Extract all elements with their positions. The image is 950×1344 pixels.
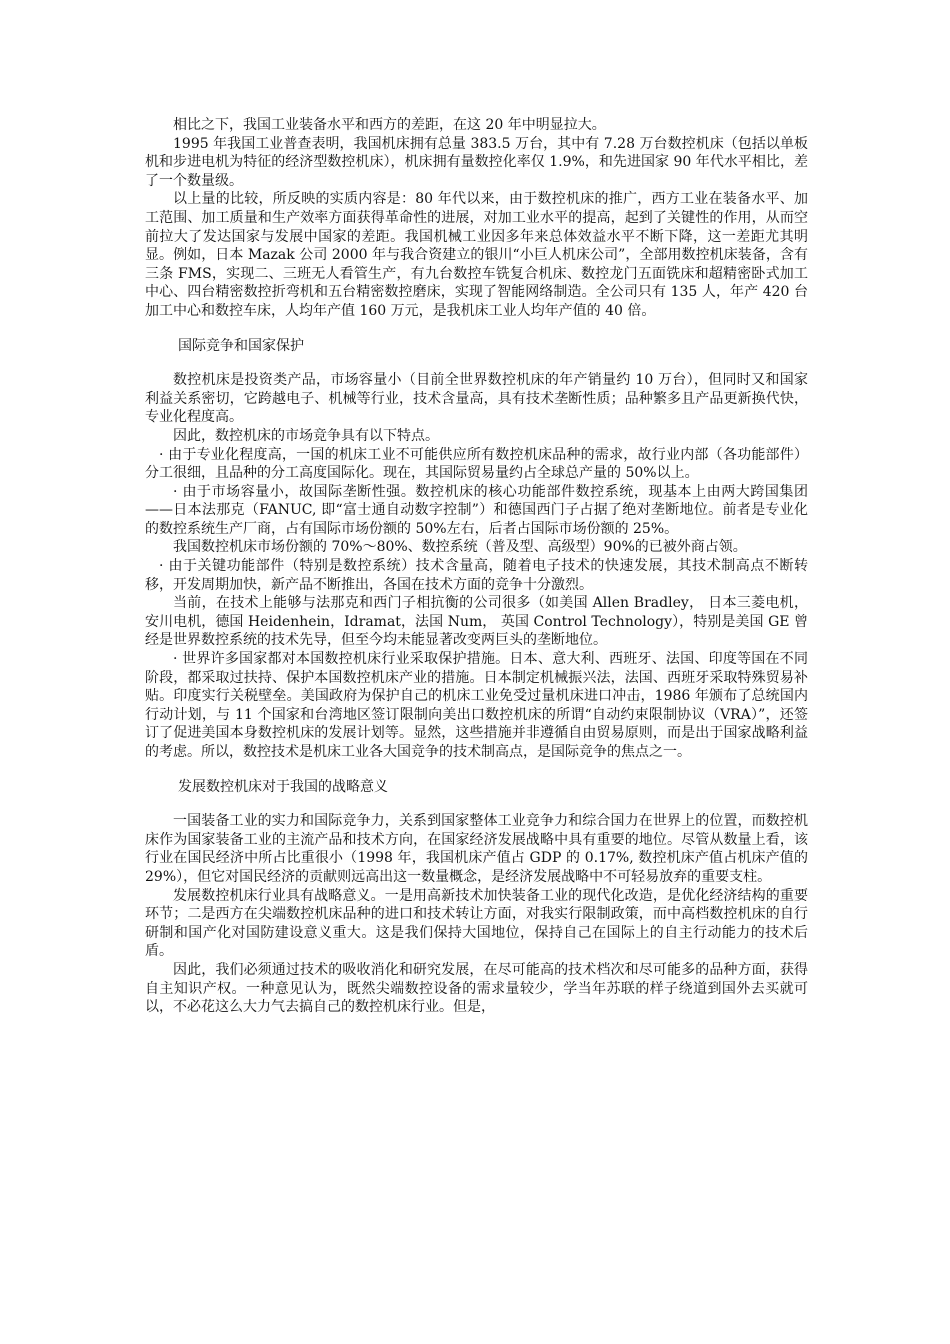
section-heading-international-competition: 国际竞争和国家保护 bbox=[178, 337, 304, 354]
bullet-key-components: · 由于关键功能部件（特别是数控系统）技术含量高，随着电子技术的快速发展，其技术制高点不断转移，开发周期加快，新产品不断推出，各国在技术方面的竞争十分激烈。 bbox=[145, 558, 808, 593]
bullet-specialization: · 由于专业化程度高，一国的机床工业不可能供应所有数控机床品种的需求，故行业内部（各功能部件）分工很细，且品种的分工高度国际化。现在，其国际贸易量约占全球总产量的 50%以上。 bbox=[145, 446, 808, 482]
paragraph-quantity-comparison: 以上量的比较，所反映的实质内容是：80 年代以来，由于数控机床的推广，西方工业在装备水平、加工范围、加工质量和生产效率方面获得革命性的进展，对加工业水平的提高，起到了关键性的作用，从而空前拉大了发达国家与发展中国家的差距。我国机械工业因多年来总体效益水平不断下降，这一差距尤其明显。例如，日本 Mazak 公司 2000 年与我合资建立的银川“小巨人机床公司”，全部用数控机床装备，含有三条 FMS，实现二、三班无人看管生产，有九台数控车铣复合机床、数控龙门五面铣床和超精密卧式加工中心、四台精密数控折弯机和五台精密数控磨床，实现了智能网络制造。全公司只有 135 人，年产 420 台加工中心和数控车床，人均年产值 160 万元，是我机床工业人均年产值的 40 倍。 bbox=[145, 191, 808, 319]
paragraph-1995-census: 1995 年我国工业普查表明，我国机床拥有总量 383.5 万台，其中有 7.28 万台数控机床（包括以单板机和步进电机为特征的经济型数控机床），机床拥有量数控化率仅 1.9%，和先进国家 90 年代水平相比，差了一个数量级。 bbox=[145, 135, 808, 189]
bullet-monopoly: · 由于市场容量小，故国际垄断性强。数控机床的核心功能部件数控系统，现基本上由两大跨国集团——日本法那克（FANUC, 即“富士通自动数字控制”）和德国西门子占据了绝对垄断地位。前者是专业化的数控系统生产厂商，占有国际市场份额的 50%左右，后者占国际市场份额的 25%。 bbox=[145, 483, 808, 537]
paragraph-equipment-industry-strength: 一国装备工业的实力和国际竞争力，关系到国家整体工业竞争力和综合国力在世界上的位置，而数控机床作为国家装备工业的主流产品和技术方向，在国家经济发展战略中具有重要的地位。尽管从数量上看，该行业在国民经济中所占比重很小（1998 年，我国机床产值占 GDP 的 0.17%, 数控机床产值占机床产值的 29%），但它对国民经济的贡献则远高出这一数量概念，是经济发展战略中不可轻易放弃的重要支柱。 bbox=[145, 813, 808, 885]
document-page bbox=[145, 116, 808, 1017]
paragraph-market-features-intro: 因此，数控机床的市场竞争具有以下特点。 bbox=[173, 427, 439, 444]
paragraph-strategic-meaning: 发展数控机床行业具有战略意义。一是用高新技术加快装备工业的现代化改造，是优化经济结构的重要环节；二是西方在尖端数控机床品种的进口和技术转让方面，对我实行限制政策，而中高档数控机床的自行研制和国产化对国防建设意义重大。这是我们保持大国地位，保持自己在国际上的自主行动能力的技术后盾。 bbox=[145, 887, 808, 960]
bullet-protection-measures: · 世界许多国家都对本国数控机床行业采取保护措施。日本、意大利、西班牙、法国、印度等国在不同阶段，都采取过扶持、保护本国数控机床产业的措施。日本制定机械振兴法，法国、西班牙采取特殊贸易补贴。印度实行关税壁垒。美国政府为保护自己的机床工业免受过量机床进口冲击，1986 年颁布了总统国内行动计划，与 11 个国家和台湾地区签订限制向美出口数控机床的所谓“自动约束限制协议（VRA）”，还签订了促进美国本身数控机床的发展计划等。显然，这些措施并非遵循自由贸易原则，而是出于国家战略利益的考虑。所以，数控技术是机床工业各大国竞争的技术制高点，是国际竞争的焦点之一。 bbox=[145, 651, 808, 760]
paragraph-domestic-market-share: 我国数控机床市场份额的 70%～80%、数控系统（普及型、高级型）90%的已被外商占领。 bbox=[173, 539, 747, 556]
paragraph-nc-machine-characteristics: 数控机床是投资类产品，市场容量小（目前全世界数控机床的年产销量约 10 万台），但同时又和国家利益关系密切，它跨越电子、机械等行业，技术含量高，具有技术垄断性质；品种繁多且产品更新换代快，专业化程度高。 bbox=[145, 372, 808, 426]
section-heading-strategic-significance: 发展数控机床对于我国的战略意义 bbox=[178, 778, 388, 795]
paragraph-independent-ip: 因此，我们必须通过技术的吸收消化和研究发展，在尽可能高的技术档次和尽可能多的品种方面，获得自主知识产权。一种意见认为，既然尖端数控设备的需求量较少，学当年苏联的样子绕道到国外去买就可以，不必花这么大力气去搞自己的数控机床行业。但是， bbox=[145, 961, 808, 1016]
paragraph-gap-widening: 相比之下，我国工业装备水平和西方的差距，在这 20 年中明显拉大。 bbox=[173, 117, 606, 133]
paragraph-competitor-companies: 当前，在技术上能够与法那克和西门子相抗衡的公司很多（如美国 Allen Bradley， 日本三菱电机，安川电机，德国 Heidenhein，Idramat，法国 Num， 英国 Control Technology），特别是美国 GE 曾经是世界数控系统的技术先导，但至今均未能显著改变两巨头的垄断地位。 bbox=[145, 595, 808, 649]
